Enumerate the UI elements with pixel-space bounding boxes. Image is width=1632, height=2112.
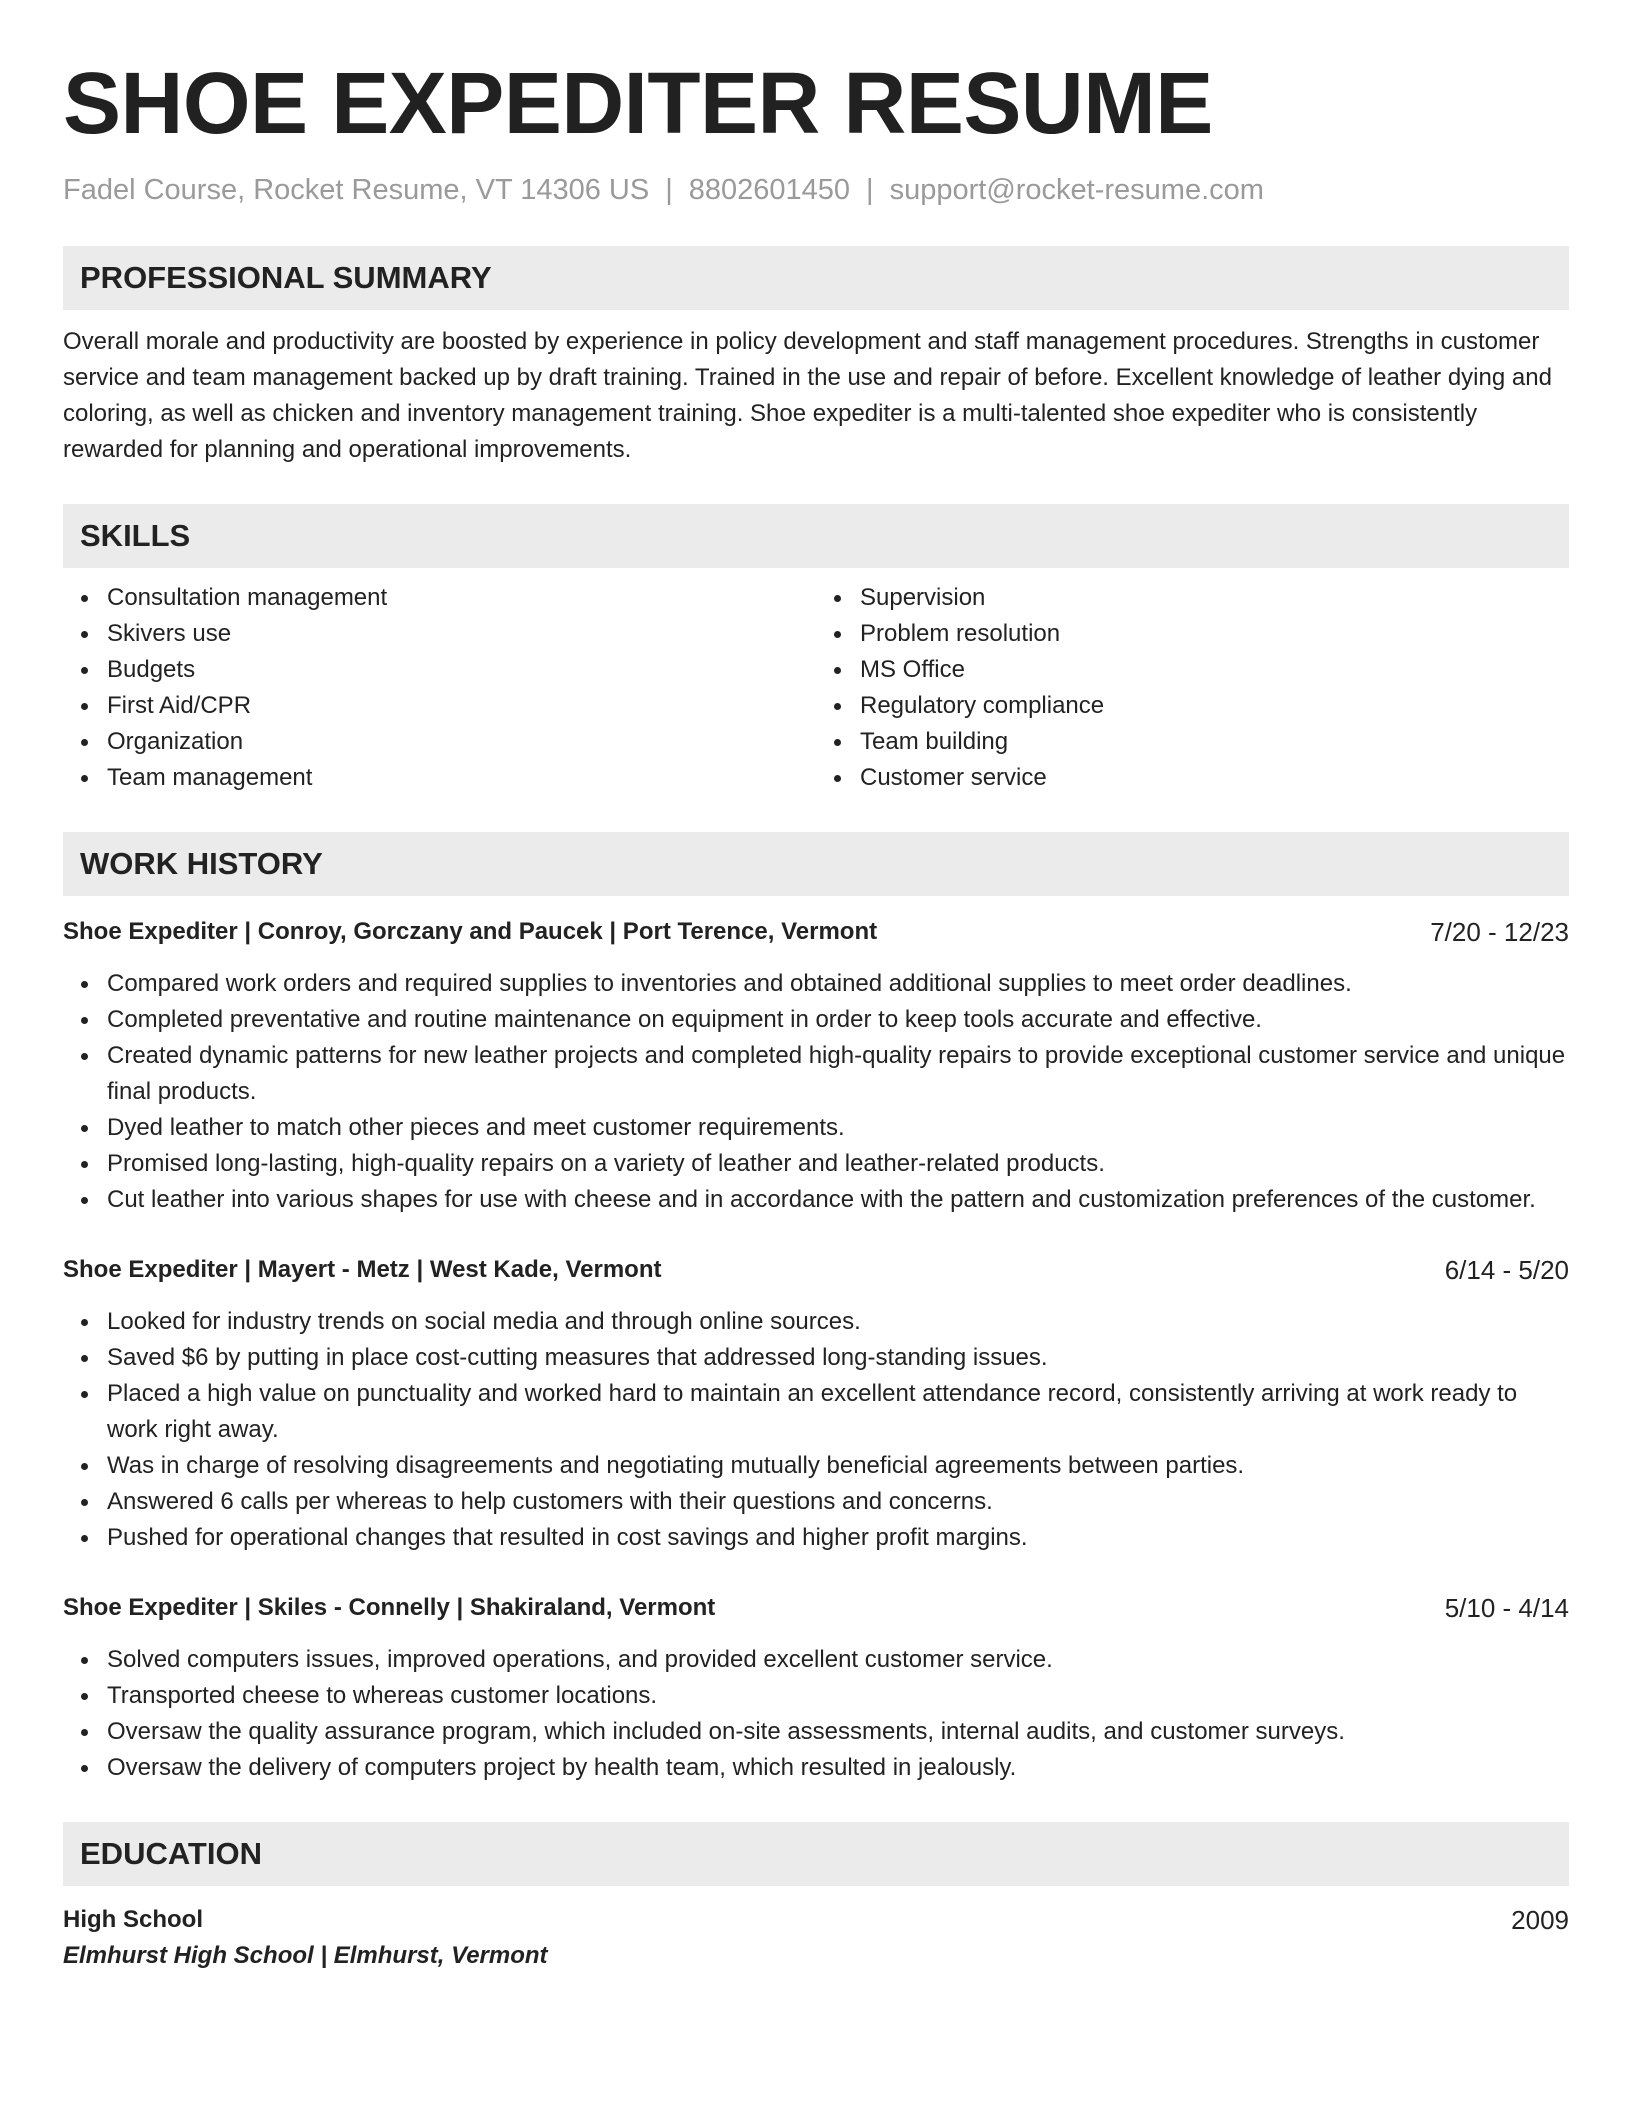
- job-duty: Oversaw the delivery of computers project by health team, which resulted in jealously.: [63, 1750, 1569, 1786]
- job-duties: [63, 966, 1569, 1218]
- education-header: [63, 1902, 1569, 1938]
- skill-item: Supervision: [816, 580, 1569, 616]
- job-duty: Pushed for operational changes that resulted in cost savings and higher profit margins.: [63, 1520, 1569, 1556]
- job-duty: Dyed leather to match other pieces and meet customer requirements.: [63, 1110, 1569, 1146]
- skill-item: Team management: [63, 760, 816, 796]
- job-duty: Created dynamic patterns for new leather projects and completed high-quality repairs to provide exceptional customer service and unique final products.: [63, 1038, 1569, 1110]
- skills-heading: SKILLS: [63, 504, 1569, 568]
- skill-item: Customer service: [816, 760, 1569, 796]
- contact-address: Fadel Course, Rocket Resume, VT 14306 US: [63, 174, 650, 206]
- job-duty: Was in charge of resolving disagreements and negotiating mutually beneficial agreements between parties.: [63, 1448, 1569, 1484]
- skill-item: First Aid/CPR: [63, 688, 816, 724]
- skill-item: Skivers use: [63, 616, 816, 652]
- job-dates: 5/10 - 4/14: [1444, 1593, 1569, 1623]
- job-entry: [63, 1590, 1569, 1786]
- job-header: [63, 1252, 1569, 1288]
- job-duty: Oversaw the quality assurance program, which included on-site assessments, internal audits, and customer surveys.: [63, 1714, 1569, 1750]
- skill-item: Regulatory compliance: [816, 688, 1569, 724]
- contact-separator: |: [866, 174, 874, 206]
- job-entry: [63, 914, 1569, 1218]
- job-title: Shoe Expediter | Skiles - Connelly | Shakiraland, Vermont: [63, 1594, 716, 1621]
- job-duty: Cut leather into various shapes for use with cheese and in accordance with the pattern and customization preferences of the customer.: [63, 1182, 1569, 1218]
- job-duty: Answered 6 calls per whereas to help customers with their questions and concerns.: [63, 1484, 1569, 1520]
- resume-title: SHOE EXPEDITER RESUME: [63, 55, 1213, 152]
- skill-item: Budgets: [63, 652, 816, 688]
- summary-text: Overall morale and productivity are boosted by experience in policy development and staff management procedures. Strengths in customer service and team management backed up by draft training. Trained in the use and repair of before. Excellent knowledge of leather dying and coloring, as well as chicken and inventory management training. Shoe expediter is a multi-talented shoe expediter who is consistently rewarded for planning and operational improvements.: [63, 328, 1552, 463]
- education-entry: [63, 1902, 1569, 1974]
- skill-item: Team building: [816, 724, 1569, 760]
- job-duty: Solved computers issues, improved operations, and provided excellent customer service.: [63, 1642, 1569, 1678]
- job-header: [63, 1590, 1569, 1626]
- job-title: Shoe Expediter | Mayert - Metz | West Kade, Vermont: [63, 1256, 662, 1283]
- job-duty: Completed preventative and routine maintenance on equipment in order to keep tools accurate and effective.: [63, 1002, 1569, 1038]
- education-year: 2009: [1511, 1905, 1569, 1935]
- job-duty: Compared work orders and required supplies to inventories and obtained additional supplies to meet order deadlines.: [63, 966, 1569, 1002]
- skill-item: Problem resolution: [816, 616, 1569, 652]
- job-duties: [63, 1304, 1569, 1556]
- job-title: Shoe Expediter | Conroy, Gorczany and Paucek | Port Terence, Vermont: [63, 918, 878, 945]
- job-dates: 7/20 - 12/23: [1430, 917, 1569, 947]
- job-duties: [63, 1642, 1569, 1786]
- work-history-heading: WORK HISTORY: [63, 832, 1569, 896]
- skill-item: Consultation management: [63, 580, 816, 616]
- job-duty: Promised long-lasting, high-quality repairs on a variety of leather and leather-related products.: [63, 1146, 1569, 1182]
- education-school: Elmhurst High School | Elmhurst, Vermont: [63, 1942, 548, 1969]
- job-duty: Looked for industry trends on social media and through online sources.: [63, 1304, 1569, 1340]
- skill-item: MS Office: [816, 652, 1569, 688]
- contact-line: [63, 170, 1569, 210]
- skills-list: [63, 580, 1569, 796]
- job-dates: 6/14 - 5/20: [1444, 1255, 1569, 1285]
- summary-heading: PROFESSIONAL SUMMARY: [63, 246, 1569, 310]
- job-entry: [63, 1252, 1569, 1556]
- skill-item: Organization: [63, 724, 816, 760]
- job-duty: Placed a high value on punctuality and worked hard to maintain an excellent attendance record, consistently arriving at work ready to work right away.: [63, 1376, 1569, 1448]
- education-degree: High School: [63, 1906, 203, 1933]
- skills-column-right: [816, 580, 1569, 796]
- skills-column-left: [63, 580, 816, 796]
- contact-phone: 8802601450: [688, 174, 851, 206]
- job-duty: Transported cheese to whereas customer locations.: [63, 1678, 1569, 1714]
- contact-email[interactable]: support@rocket-resume.com: [889, 174, 1264, 206]
- job-header: [63, 914, 1569, 950]
- contact-separator: |: [665, 174, 673, 206]
- education-heading: EDUCATION: [63, 1822, 1569, 1886]
- job-duty: Saved $6 by putting in place cost-cutting measures that addressed long-standing issues.: [63, 1340, 1569, 1376]
